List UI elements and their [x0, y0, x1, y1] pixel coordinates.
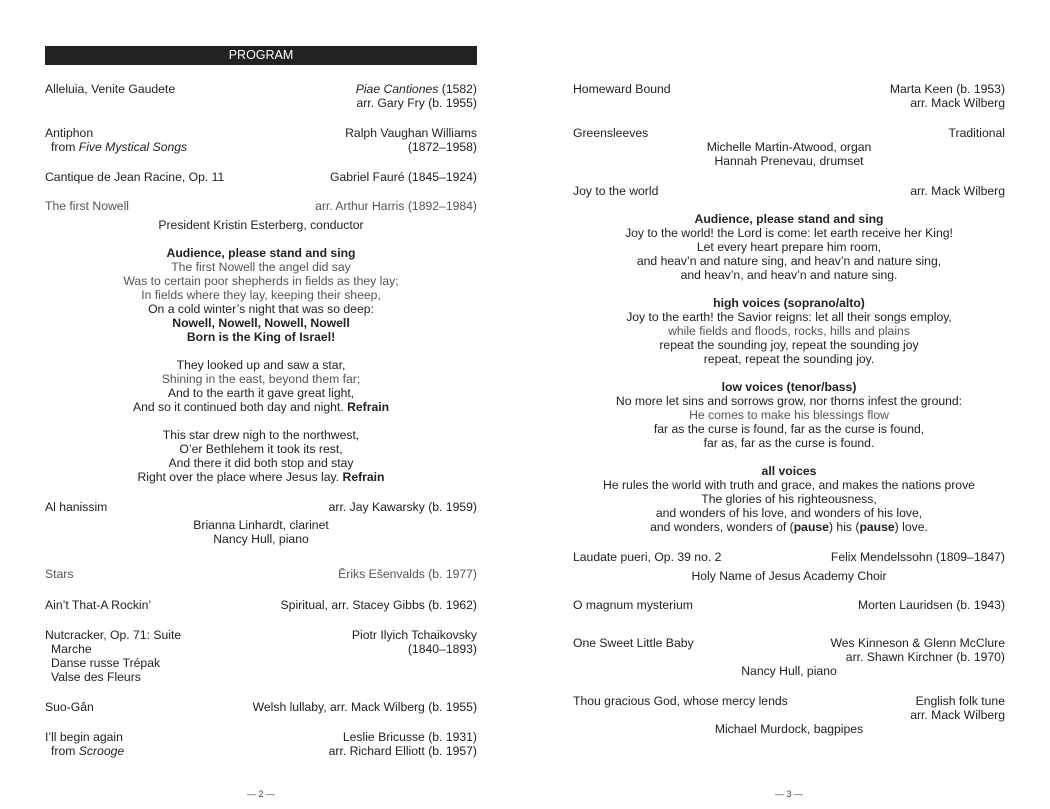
lyric-line: repeat, repeat the sounding joy.: [703, 352, 875, 366]
piece-title: Alleluia, Venite Gaudete: [45, 82, 176, 96]
performer-credit: Holy Name of Jesus Academy Choir: [691, 569, 887, 583]
performer-credit: Nancy Hull, piano: [741, 664, 837, 678]
piece-work: Five Mystical Songs: [78, 140, 188, 154]
program-item-sweet-baby: [573, 636, 1005, 650]
performer-credit: Hannah Prenevau, drumset: [714, 154, 864, 168]
program-item-suogan: [45, 700, 477, 714]
lyric-line: And there it did both stop and stay: [168, 456, 354, 470]
lyric-line: far as, far as the curse is found.: [703, 436, 875, 450]
piece-composer: Ralph Vaughan Williams: [345, 126, 477, 140]
program-page-left: PROGRAM Alleluia, Venite Gaudete Piae Cantiones (1582) arr. Gary Fry (b. 1955) Antiphon Ralph Vaughan Williams from Five Mystical Songs (1872–1958) Cantique de Jean Racine, Op. 11 Gabriel Fauré (1845–1924) The first Nowell arr. Arthur Harris (1892–1984) President Kristin Esterberg, conductor Audience, please stand and sing The first Nowell the angel did say Was to certain poor shepherds in fields as they lay; In fields where they lay, keeping their sheep, On a cold winter’s night that was so deep: Nowell, Nowell, Nowell, Nowell Born is the King of Israel! They looked up and saw a star, Shining in the east, beyond them far; And to the earth it gave great light, And so it continued both day and night. Refrain This star drew nigh to the northwest, O’er Bethlehem it took its rest, And there it did both stop and stay Right over the place where Jesus lay. Refrain Al hanissim arr. Jay Kawarsky (b. 1959) Brianna Linhardt, clarinet Nancy Hull, piano Stars Ēriks Ešenvalds (b. 1977) Ain’t That-A Rockin’ Spiritual, arr. Stacey Gibbs (b. 1962) Nutcracker, Op. 71: Suite Piotr Ilyich Tchaikovsky Marche (1840–1893) Danse russe Trépak Valse des Fleurs Suo-Gân Welsh lullaby, arr. Mack Wilberg (b. 1955) I’ll begin again Leslie Bricusse (b. 1931) from Scrooge arr. Richard Elliott (b. 1957) — 2 —: [45, 48, 477, 799]
piece-arranger: arr. Richard Elliott (b. 1957): [328, 744, 477, 758]
piece-arranger: arr. Mack Wilberg: [910, 708, 1005, 722]
lyric-line: They looked up and saw a star,: [176, 358, 346, 372]
lyric-line: Joy to the earth! the Savior reigns: let all their songs employ,: [626, 310, 952, 324]
piece-source-year: (1582): [438, 82, 477, 96]
piece-arranger: Welsh lullaby, arr. Mack Wilberg (b. 1955): [252, 700, 477, 714]
program-item-laudate: [573, 550, 1005, 564]
piece-title: Ain’t That-A Rockin’: [45, 598, 152, 612]
piece-arranger: Spiritual, arr. Stacey Gibbs (b. 1962): [280, 598, 477, 612]
lyric-line: Let every heart prepare him room,: [696, 240, 882, 254]
piece-composer: Piotr Ilyich Tchaikovsky: [351, 628, 477, 642]
program-item-alleluia: [45, 82, 477, 96]
lyric-line: Right over the place where Jesus lay.: [137, 470, 343, 484]
audience-instruction: Audience, please stand and sing: [694, 212, 884, 226]
piece-title: Cantique de Jean Racine, Op. 11: [45, 170, 225, 184]
piece-composer: Traditional: [948, 126, 1005, 140]
pause-marker: pause: [793, 520, 829, 534]
audience-instruction: Audience, please stand and sing: [166, 246, 356, 260]
piece-title: Joy to the world: [573, 184, 659, 198]
lyric-line: This star drew nigh to the northwest,: [162, 428, 360, 442]
performer-credit: Brianna Linhardt, clarinet: [193, 518, 329, 532]
piece-arranger: arr. Gary Fry (b. 1955): [356, 96, 477, 110]
refrain-marker: Refrain: [347, 400, 390, 414]
refrain-line: Nowell, Nowell, Nowell, Nowell: [172, 316, 350, 330]
program-item-gracious-god: [573, 694, 1005, 708]
lyric-line: In fields where they lay, keeping their sheep,: [141, 288, 381, 302]
performer-credit: Nancy Hull, piano: [213, 532, 309, 546]
page-number: — 3 —: [774, 789, 803, 799]
lyric-line: and wonders of his love, and wonders of his love,: [655, 506, 923, 520]
performer-credit: Michelle Martin-Atwood, organ: [706, 140, 872, 154]
refrain-line: Born is the King of Israel!: [186, 330, 336, 344]
piece-arranger: arr. Mack Wilberg: [910, 184, 1005, 198]
piece-composer: Marta Keen (b. 1953): [889, 82, 1005, 96]
refrain-marker: Refrain: [342, 470, 385, 484]
piece-composer: Felix Mendelssohn (1809–1847): [830, 550, 1005, 564]
piece-title: Laudate pueri, Op. 39 no. 2: [573, 550, 722, 564]
lyric-line: far as the curse is found, far as the curse is found,: [653, 422, 925, 436]
piece-composer: Gabriel Fauré (1845–1924): [329, 170, 477, 184]
program-item-antiphon: [45, 126, 477, 140]
program-item-joy: [573, 184, 1005, 198]
program-item-magnum: [573, 598, 1005, 612]
piece-title: Stars: [45, 567, 74, 581]
lyric-line: The first Nowell the angel did say: [171, 260, 351, 274]
lyric-line: repeat the sounding joy, repeat the sounding joy: [659, 338, 919, 352]
lyric-line: No more let sins and sorrows grow, nor thorns infest the ground:: [615, 394, 963, 408]
lyric-line: and heav’n and nature sing, and heav’n and nature sing,: [636, 254, 942, 268]
piece-composer: Morten Lauridsen (b. 1943): [857, 598, 1005, 612]
lyric-line: Shining in the east, beyond them far;: [161, 372, 361, 386]
conductor-credit: President Kristin Esterberg, conductor: [158, 218, 364, 232]
lyric-line: He comes to make his blessings flow: [689, 408, 889, 422]
piece-title: Al hanissim: [45, 500, 108, 514]
page-number: — 2 —: [246, 789, 275, 799]
pause-marker: pause: [859, 520, 895, 534]
lyric-line: On a cold winter’s night that was so deep:: [148, 302, 374, 316]
program-item-begin-again: [45, 730, 477, 744]
lyric-line: Was to certain poor shepherds in fields as they lay;: [123, 274, 399, 288]
piece-title: One Sweet Little Baby: [573, 636, 694, 650]
piece-arranger: arr. Jay Kawarsky (b. 1959): [328, 500, 477, 514]
piece-title: Thou gracious God, whose mercy lends: [573, 694, 788, 708]
lyric-line: and heav’n, and heav’n and nature sing.: [680, 268, 898, 282]
lyric-line: while fields and floods, rocks, hills and plains: [668, 324, 910, 338]
piece-title: Greensleeves: [573, 126, 649, 140]
program-item-hanissim: [45, 500, 477, 514]
movement-title: Marche: [51, 642, 92, 656]
piece-arranger: arr. Arthur Harris (1892–1984): [315, 199, 477, 213]
composer-dates: (1872–1958): [407, 140, 477, 154]
voice-part-label: all voices: [761, 464, 817, 478]
performer-credit: Michael Murdock, bagpipes: [714, 722, 864, 736]
lyric-line: O’er Bethlehem it took its rest,: [179, 442, 343, 456]
piece-title: The first Nowell: [45, 199, 129, 213]
piece-title: Homeward Bound: [573, 82, 671, 96]
program-item-nowell: [45, 199, 477, 213]
program-item-homeward: [573, 82, 1005, 96]
voice-part-label: low voices (tenor/bass): [721, 380, 857, 394]
program-item-rockin: [45, 598, 477, 612]
piece-composer: Wes Kinneson & Glenn McClure: [830, 636, 1005, 650]
lyric-line: Joy to the world! the Lord is come: let earth receive her King!: [625, 226, 953, 240]
piece-composer: Leslie Bricusse (b. 1931): [342, 730, 477, 744]
piece-title: Suo-Gân: [45, 700, 94, 714]
piece-title: Nutcracker, Op. 71: Suite: [45, 628, 182, 642]
program-page-right: [573, 0, 1005, 809]
piece-composer: Ēriks Ešenvalds (b. 1977): [338, 567, 477, 581]
program-item-cantique: [45, 170, 477, 184]
movement-title: Danse russe Trépak: [51, 656, 161, 670]
voice-part-label: high voices (soprano/alto): [713, 296, 865, 310]
piece-composer: English folk tune: [915, 694, 1005, 708]
program-item-stars: [45, 567, 477, 581]
movement-title: Valse des Fleurs: [51, 670, 141, 684]
lyric-line: He rules the world with truth and grace, and makes the nations prove: [603, 478, 975, 492]
lyric-line: and wonders, wonders of (pause) his (pause) love.: [650, 520, 928, 534]
piece-arranger: arr. Shawn Kirchner (b. 1970): [845, 650, 1005, 664]
piece-title: O magnum mysterium: [573, 598, 693, 612]
piece-source: Piae Cantiones: [355, 82, 439, 96]
program-item-greensleeves: [573, 126, 1005, 140]
piece-title: Antiphon: [45, 126, 94, 140]
lyric-line: The glories of his righteousness,: [701, 492, 877, 506]
composer-dates: (1840–1893): [407, 642, 477, 656]
piece-work: Scrooge: [78, 744, 125, 758]
piece-arranger: arr. Mack Wilberg: [910, 96, 1005, 110]
piece-title: I’ll begin again: [45, 730, 123, 744]
program-item-nutcracker: [45, 628, 477, 642]
lyric-line: And to the earth it gave great light,: [167, 386, 355, 400]
program-banner: PROGRAM: [45, 46, 477, 65]
lyric-line: And so it continued both day and night.: [132, 400, 348, 414]
